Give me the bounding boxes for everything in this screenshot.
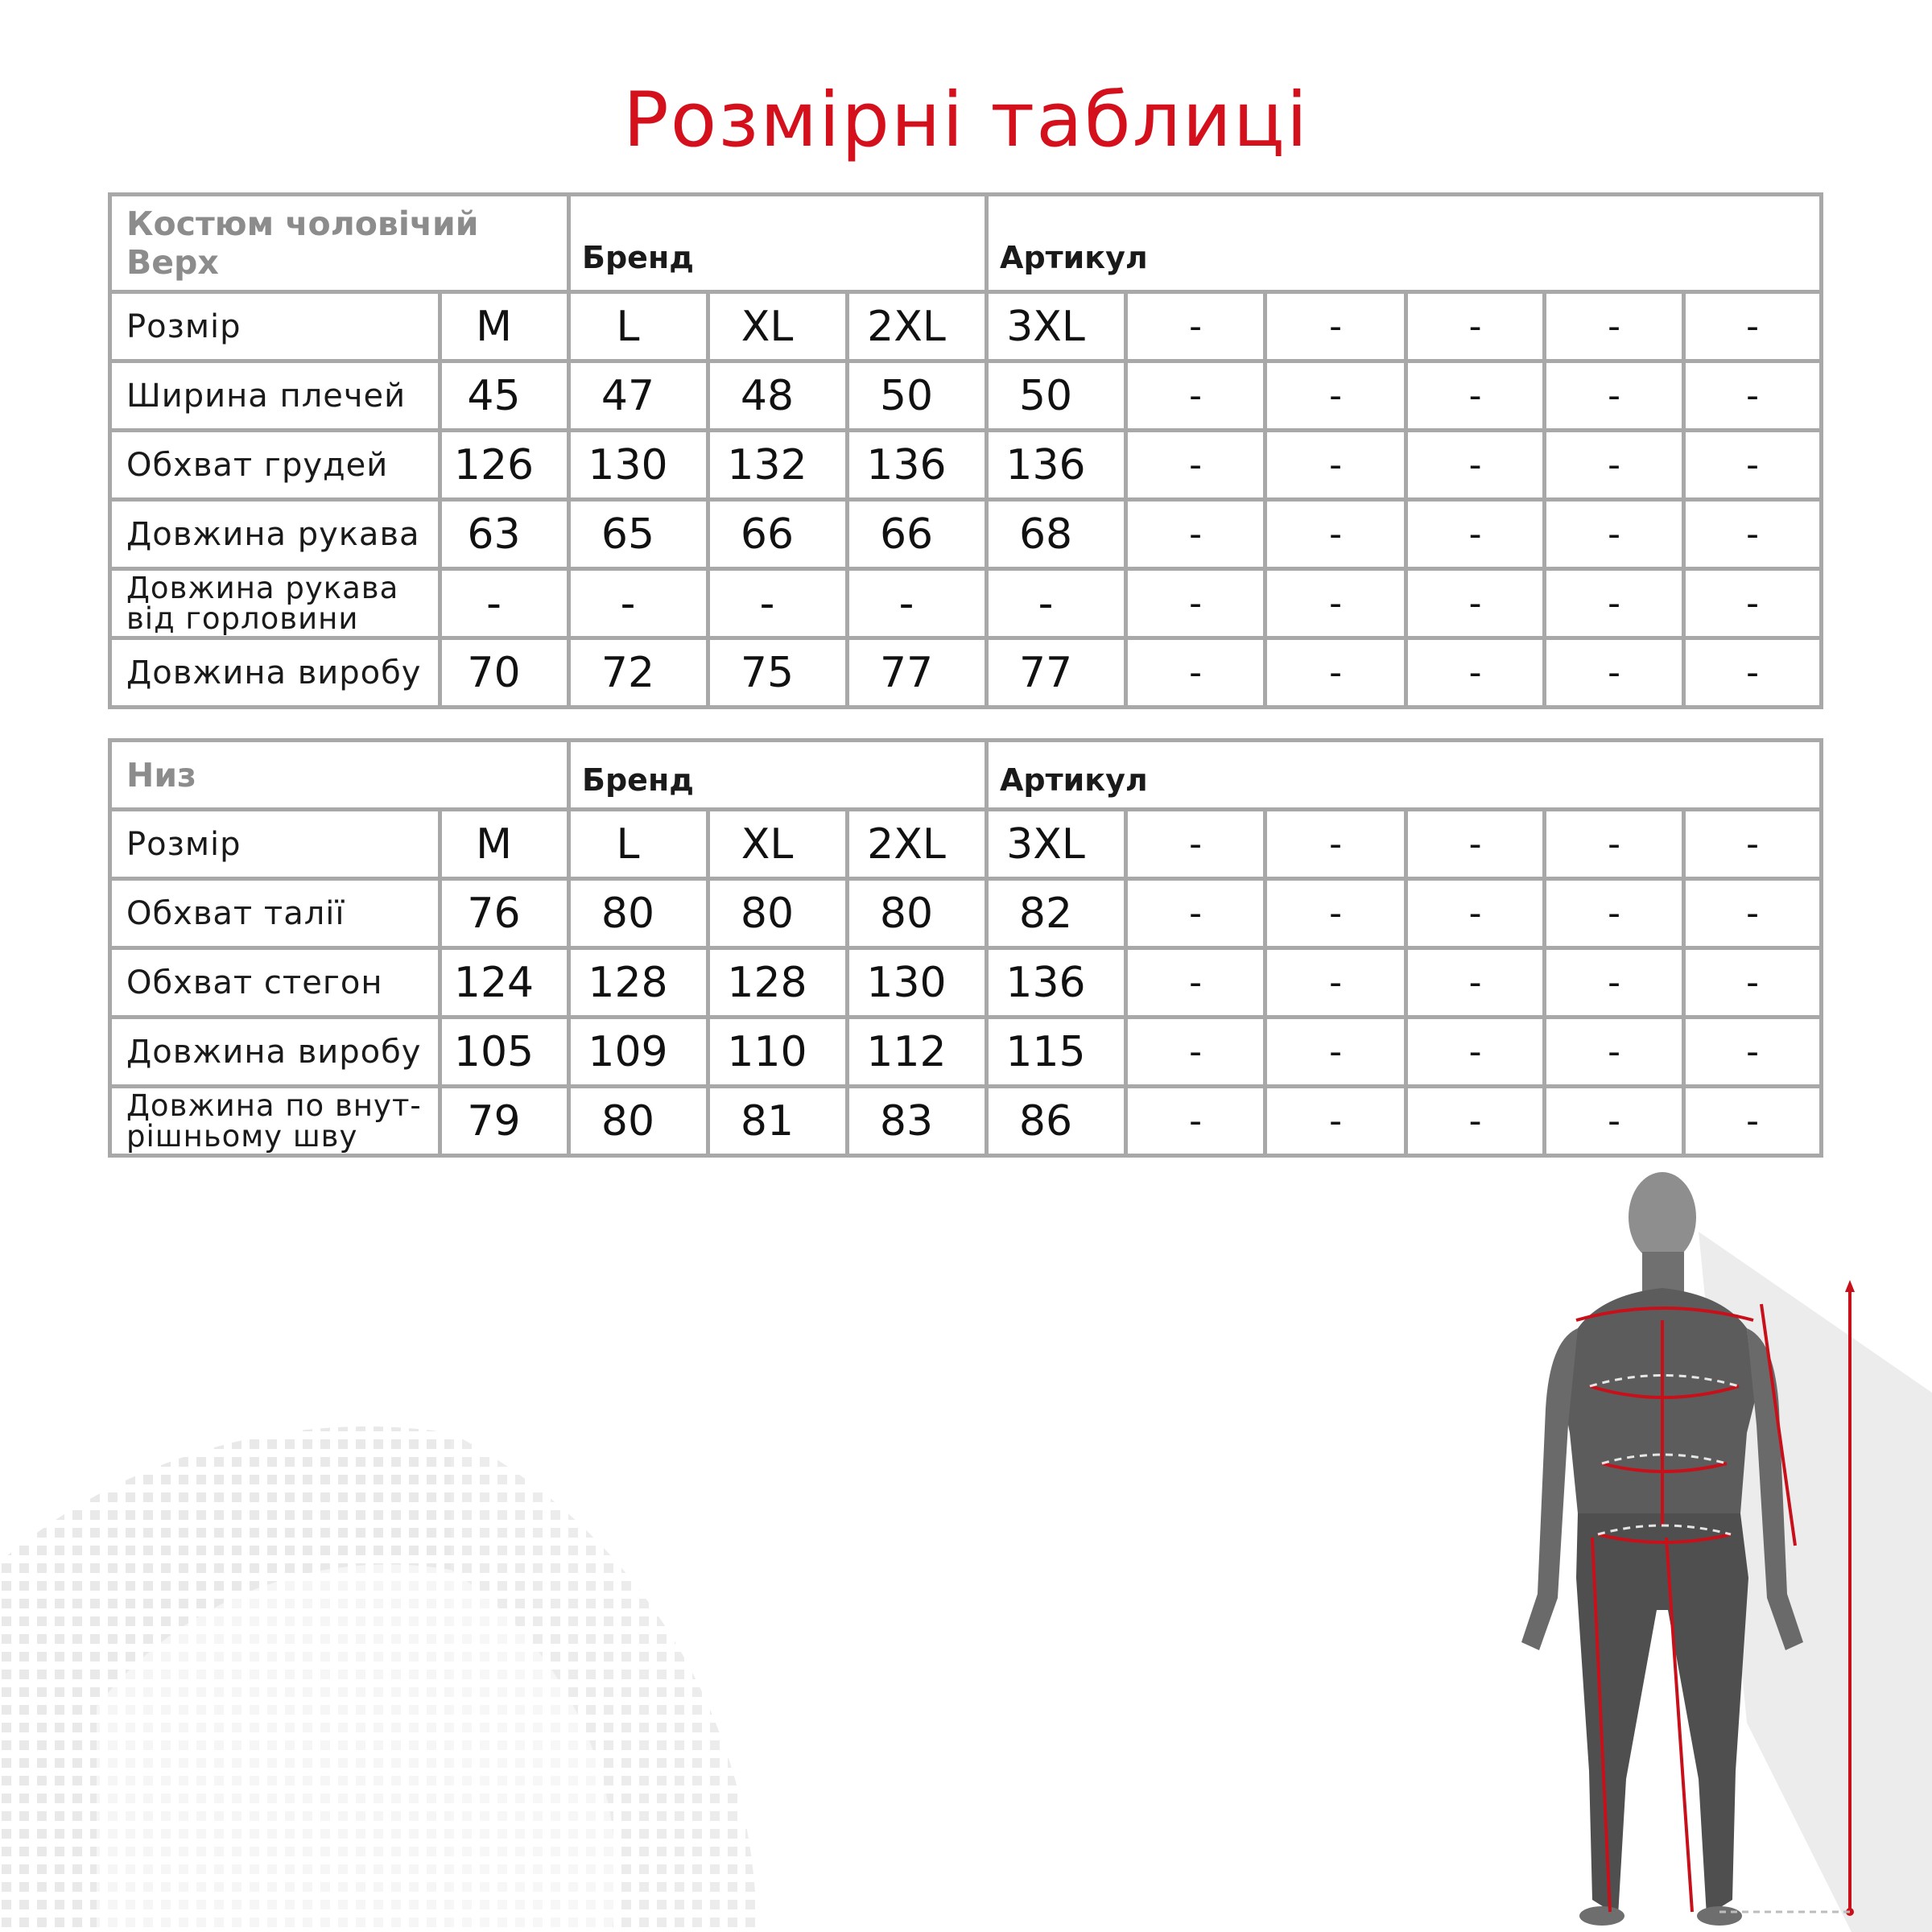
empty-cell: - [1406,431,1545,500]
cell-value: L [569,292,708,361]
empty-cell: - [1545,500,1684,569]
empty-cell: - [1545,638,1684,708]
cell-value: XL [708,292,848,361]
cell-value: 48 [708,361,848,431]
table-row [110,431,1822,500]
cell-value: M [440,810,569,879]
empty-cell: - [1545,361,1684,431]
row-label-line1: Довжина по внут- [126,1088,422,1123]
table-row [110,292,1822,361]
cell-value: 3XL [987,292,1126,361]
cell-value: 126 [440,431,569,500]
cell-value: 68 [987,500,1126,569]
empty-cell: - [1126,361,1265,431]
empty-cell: - [1126,948,1265,1018]
cell-value: 112 [848,1018,987,1087]
cell-value: 136 [987,948,1126,1018]
row-label-line2: від горловини [126,601,359,636]
empty-cell: - [1545,1087,1684,1156]
empty-cell: - [1684,569,1822,638]
cell-value: 136 [848,431,987,500]
cell-value: 80 [569,1087,708,1156]
cell-value: 50 [987,361,1126,431]
empty-cell: - [1126,810,1265,879]
empty-cell: - [1684,1087,1822,1156]
empty-cell: - [1265,810,1406,879]
empty-cell: - [1406,638,1545,708]
cell-value: 70 [440,638,569,708]
row-label: Розмір [110,810,440,879]
cell-value: 77 [987,638,1126,708]
empty-cell: - [1684,879,1822,948]
cell-value: 83 [848,1087,987,1156]
empty-cell: - [1545,810,1684,879]
empty-cell: - [1126,500,1265,569]
cell-value: - [569,569,708,638]
empty-cell: - [1684,1018,1822,1087]
cell-value: 86 [987,1087,1126,1156]
empty-cell: - [1126,638,1265,708]
bottom-size-table [108,738,1823,1158]
empty-cell: - [1684,431,1822,500]
table-row [110,569,1822,638]
cell-value: 128 [569,948,708,1018]
empty-cell: - [1684,638,1822,708]
empty-cell: - [1545,948,1684,1018]
cell-value: 80 [708,879,848,948]
bottom-category-cell: Низ [110,741,569,810]
row-label: Ширина плечей [110,361,440,431]
row-label: Довжина виробу [110,638,440,708]
cell-value: 124 [440,948,569,1018]
empty-cell: - [1126,1087,1265,1156]
body-measurement-figure [1481,1159,1932,1932]
row-label-line2: рішньому шву [126,1118,358,1154]
empty-cell: - [1684,500,1822,569]
cell-value: 63 [440,500,569,569]
table-row [110,500,1822,569]
cell-value: 80 [569,879,708,948]
cell-value: 128 [708,948,848,1018]
empty-cell: - [1545,879,1684,948]
cell-value: 65 [569,500,708,569]
cell-value: 132 [708,431,848,500]
cell-value: 82 [987,879,1126,948]
cell-value: 105 [440,1018,569,1087]
article-label: Артикул [987,741,1822,810]
row-label: Довжина виробу [110,1018,440,1087]
article-label: Артикул [987,195,1822,292]
cell-value: 130 [848,948,987,1018]
cell-value: - [848,569,987,638]
cell-value: 45 [440,361,569,431]
empty-cell: - [1406,1087,1545,1156]
empty-cell: - [1265,1018,1406,1087]
empty-cell: - [1684,361,1822,431]
cell-value: 79 [440,1087,569,1156]
cell-value: - [987,569,1126,638]
table-row [110,810,1822,879]
table-row [110,879,1822,948]
empty-cell: - [1265,292,1406,361]
empty-cell: - [1126,292,1265,361]
cell-value: 2XL [848,292,987,361]
table-row [110,638,1822,708]
empty-cell: - [1265,431,1406,500]
empty-cell: - [1406,948,1545,1018]
cell-value: 110 [708,1018,848,1087]
empty-cell: - [1684,810,1822,879]
cell-value: 47 [569,361,708,431]
table-row [110,1018,1822,1087]
empty-cell: - [1126,879,1265,948]
empty-cell: - [1126,431,1265,500]
empty-cell: - [1265,638,1406,708]
empty-cell: - [1406,1018,1545,1087]
cell-value: 80 [848,879,987,948]
top-size-table [108,192,1823,709]
row-label-line1: Довжина рукава [126,570,399,605]
cell-value: 75 [708,638,848,708]
empty-cell: - [1265,569,1406,638]
brand-label: Бренд [569,195,987,292]
empty-cell: - [1545,1018,1684,1087]
empty-cell: - [1406,810,1545,879]
cell-value: 77 [848,638,987,708]
cell-value: 3XL [987,810,1126,879]
table-row [110,1087,1822,1156]
cell-value: 76 [440,879,569,948]
empty-cell: - [1126,1018,1265,1087]
empty-cell: - [1545,431,1684,500]
empty-cell: - [1126,569,1265,638]
cell-value: - [708,569,848,638]
table-row [110,948,1822,1018]
empty-cell: - [1265,948,1406,1018]
row-label: Обхват стегон [110,948,440,1018]
empty-cell: - [1406,361,1545,431]
cell-value: 2XL [848,810,987,879]
empty-cell: - [1684,948,1822,1018]
brand-label: Бренд [569,741,987,810]
cell-value: L [569,810,708,879]
empty-cell: - [1406,879,1545,948]
top-category-cell [110,195,569,292]
cell-value: M [440,292,569,361]
empty-cell: - [1684,292,1822,361]
cell-value: 130 [569,431,708,500]
empty-cell: - [1406,569,1545,638]
row-label [110,1087,440,1156]
cell-value: 72 [569,638,708,708]
row-label [110,569,440,638]
table-row [110,361,1822,431]
cell-value: XL [708,810,848,879]
cell-value: 136 [987,431,1126,500]
empty-cell: - [1406,500,1545,569]
empty-cell: - [1265,500,1406,569]
category-line1: Костюм чоловічий [126,204,479,243]
cell-value: 109 [569,1018,708,1087]
row-label: Розмір [110,292,440,361]
category-line2: Верх [126,243,219,282]
row-label: Обхват грудей [110,431,440,500]
row-label: Довжина рукава [110,500,440,569]
empty-cell: - [1265,879,1406,948]
empty-cell: - [1545,292,1684,361]
row-label: Обхват талії [110,879,440,948]
cell-value: 81 [708,1087,848,1156]
ornament-pattern-icon [0,1385,773,1932]
empty-cell: - [1545,569,1684,638]
cell-value: 66 [708,500,848,569]
cell-value: 50 [848,361,987,431]
cell-value: 115 [987,1018,1126,1087]
page-title: Розмірні таблиці [623,76,1309,164]
empty-cell: - [1265,361,1406,431]
empty-cell: - [1265,1087,1406,1156]
cell-value: 66 [848,500,987,569]
cell-value: - [440,569,569,638]
empty-cell: - [1406,292,1545,361]
